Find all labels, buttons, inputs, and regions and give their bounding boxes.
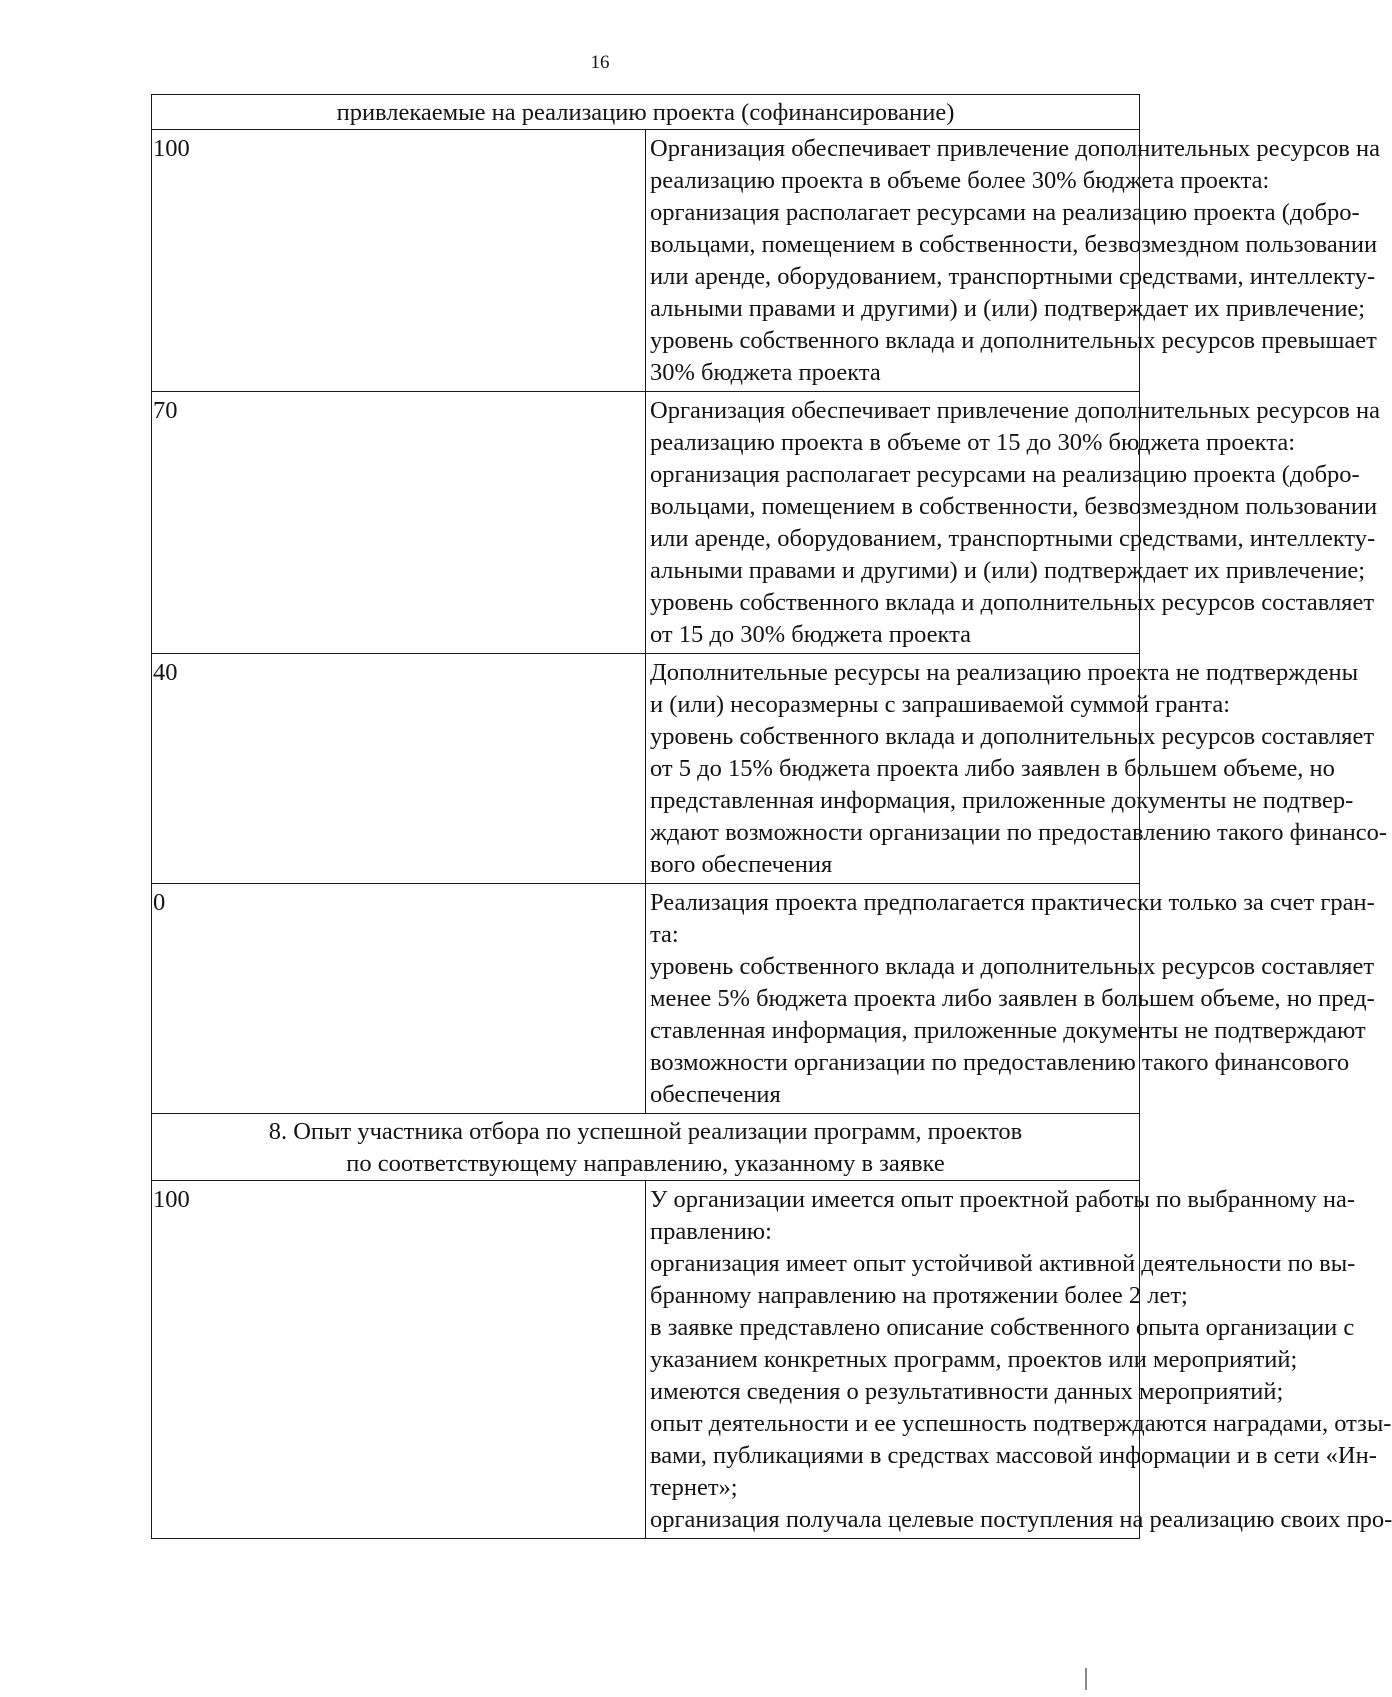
description-line: вого обеспечения bbox=[650, 851, 833, 878]
description-line: уровень собственного вклада и дополнительных ресурсов составляет bbox=[650, 953, 1375, 980]
description-line: организация располагает ресурсами на реализацию проекта (добро- bbox=[650, 461, 1360, 488]
description-line: уровень собственного вклада и дополнительных ресурсов составляет bbox=[650, 723, 1375, 750]
section-7-title-line: привлекаемые на реализацию проекта (софинансирование) bbox=[336, 99, 955, 126]
description-line: тернет»; bbox=[650, 1474, 738, 1501]
score-cell: 100 bbox=[152, 130, 646, 392]
description-line: уровень собственного вклада и дополнительных ресурсов составляет bbox=[650, 589, 1375, 616]
score-cell: 0 bbox=[152, 884, 646, 1114]
description-line: менее 5% бюджета проекта либо заявлен в большем объеме, но пред- bbox=[650, 985, 1375, 1012]
description-line: опыт деятельности и ее успешность подтверждаются наградами, отзы- bbox=[650, 1410, 1392, 1437]
description-line: и (или) несоразмерны с запрашиваемой суммой гранта: bbox=[650, 691, 1230, 718]
description-line: правлению: bbox=[650, 1218, 772, 1245]
description-line: имеются сведения о результативности данных мероприятий; bbox=[650, 1378, 1284, 1405]
description-line: Организация обеспечивает привлечение дополнительных ресурсов на bbox=[650, 397, 1380, 424]
description-line: обеспечения bbox=[650, 1081, 781, 1108]
description-line: организация располагает ресурсами на реализацию проекта (добро- bbox=[650, 199, 1360, 226]
description-line: возможности организации по предоставлению такого финансового bbox=[650, 1049, 1350, 1076]
description-line: указанием конкретных программ, проектов или мероприятий; bbox=[650, 1346, 1298, 1373]
description-line: бранному направлению на протяжении более 2 лет; bbox=[650, 1282, 1188, 1309]
score-row-7-40 bbox=[152, 654, 1140, 884]
description-line: У организации имеется опыт проектной работы по выбранному на- bbox=[650, 1186, 1356, 1213]
description-line: ставленная информация, приложенные документы не подтверждают bbox=[650, 1017, 1366, 1044]
description-line: реализацию проекта в объеме от 15 до 30% бюджета проекта: bbox=[650, 429, 1296, 456]
score-cell: 70 bbox=[152, 392, 646, 654]
evaluation-criteria-table bbox=[151, 94, 1392, 1539]
description-line: вольцами, помещением в собственности, безвозмездном пользовании bbox=[650, 493, 1378, 520]
section-8-title bbox=[152, 1114, 1140, 1181]
description-line: ждают возможности организации по предоставлению такого финансо- bbox=[650, 819, 1388, 846]
section-7-title-tail bbox=[152, 95, 1140, 130]
description-line: реализацию проекта в объеме более 30% бюджета проекта: bbox=[650, 167, 1270, 194]
description-line: вами, публикациями в средствах массовой информации и в сети «Ин- bbox=[650, 1442, 1377, 1469]
description-cell bbox=[646, 1181, 1392, 1539]
description-line: Реализация проекта предполагается практически только за счет гран- bbox=[650, 889, 1375, 916]
page-number: 16 bbox=[590, 52, 610, 73]
description-line: организация имеет опыт устойчивой активной деятельности по вы- bbox=[650, 1250, 1356, 1277]
scan-mark bbox=[1085, 1668, 1087, 1690]
description-line: та: bbox=[650, 921, 679, 948]
description-line: альными правами и другими) и (или) подтверждает их привлечение; bbox=[650, 557, 1366, 584]
description-line: от 15 до 30% бюджета проекта bbox=[650, 621, 971, 648]
score-row-7-0 bbox=[152, 884, 1140, 1114]
description-line: уровень собственного вклада и дополнительных ресурсов превышает bbox=[650, 327, 1377, 354]
score-cell: 100 bbox=[152, 1181, 646, 1539]
section-8-header-row bbox=[152, 1114, 1140, 1181]
description-line: представленная информация, приложенные документы не подтвер- bbox=[650, 787, 1354, 814]
score-row-7-70 bbox=[152, 392, 1140, 654]
score-row-7-100 bbox=[152, 130, 1140, 392]
section-8-title-line: 8. Опыт участника отбора по успешной реализации программ, проектов bbox=[268, 1118, 1023, 1145]
description-line: альными правами и другими) и (или) подтверждает их привлечение; bbox=[650, 295, 1366, 322]
score-cell: 40 bbox=[152, 654, 646, 884]
description-line: в заявке представлено описание собственного опыта организации с bbox=[650, 1314, 1355, 1341]
description-line: организация получала целевые поступления на реализацию своих про- bbox=[650, 1506, 1392, 1533]
description-cell bbox=[646, 654, 1388, 884]
description-line: вольцами, помещением в собственности, безвозмездном пользовании bbox=[650, 231, 1378, 258]
description-line: или аренде, оборудованием, транспортными средствами, интеллекту- bbox=[650, 263, 1376, 290]
section-8-title-line: по соответствующему направлению, указанному в заявке bbox=[346, 1150, 945, 1177]
description-cell bbox=[646, 884, 1375, 1114]
score-row-8-100 bbox=[152, 1181, 1140, 1539]
description-line: Дополнительные ресурсы на реализацию проекта не подтверждены bbox=[650, 659, 1359, 686]
description-cell bbox=[646, 130, 1380, 392]
description-line: от 5 до 15% бюджета проекта либо заявлен в большем объеме, но bbox=[650, 755, 1335, 782]
description-line: 30% бюджета проекта bbox=[650, 359, 881, 386]
section-7-tail-row bbox=[152, 95, 1140, 130]
description-line: Организация обеспечивает привлечение дополнительных ресурсов на bbox=[650, 135, 1380, 162]
description-line: или аренде, оборудованием, транспортными средствами, интеллекту- bbox=[650, 525, 1376, 552]
description-cell bbox=[646, 392, 1380, 654]
